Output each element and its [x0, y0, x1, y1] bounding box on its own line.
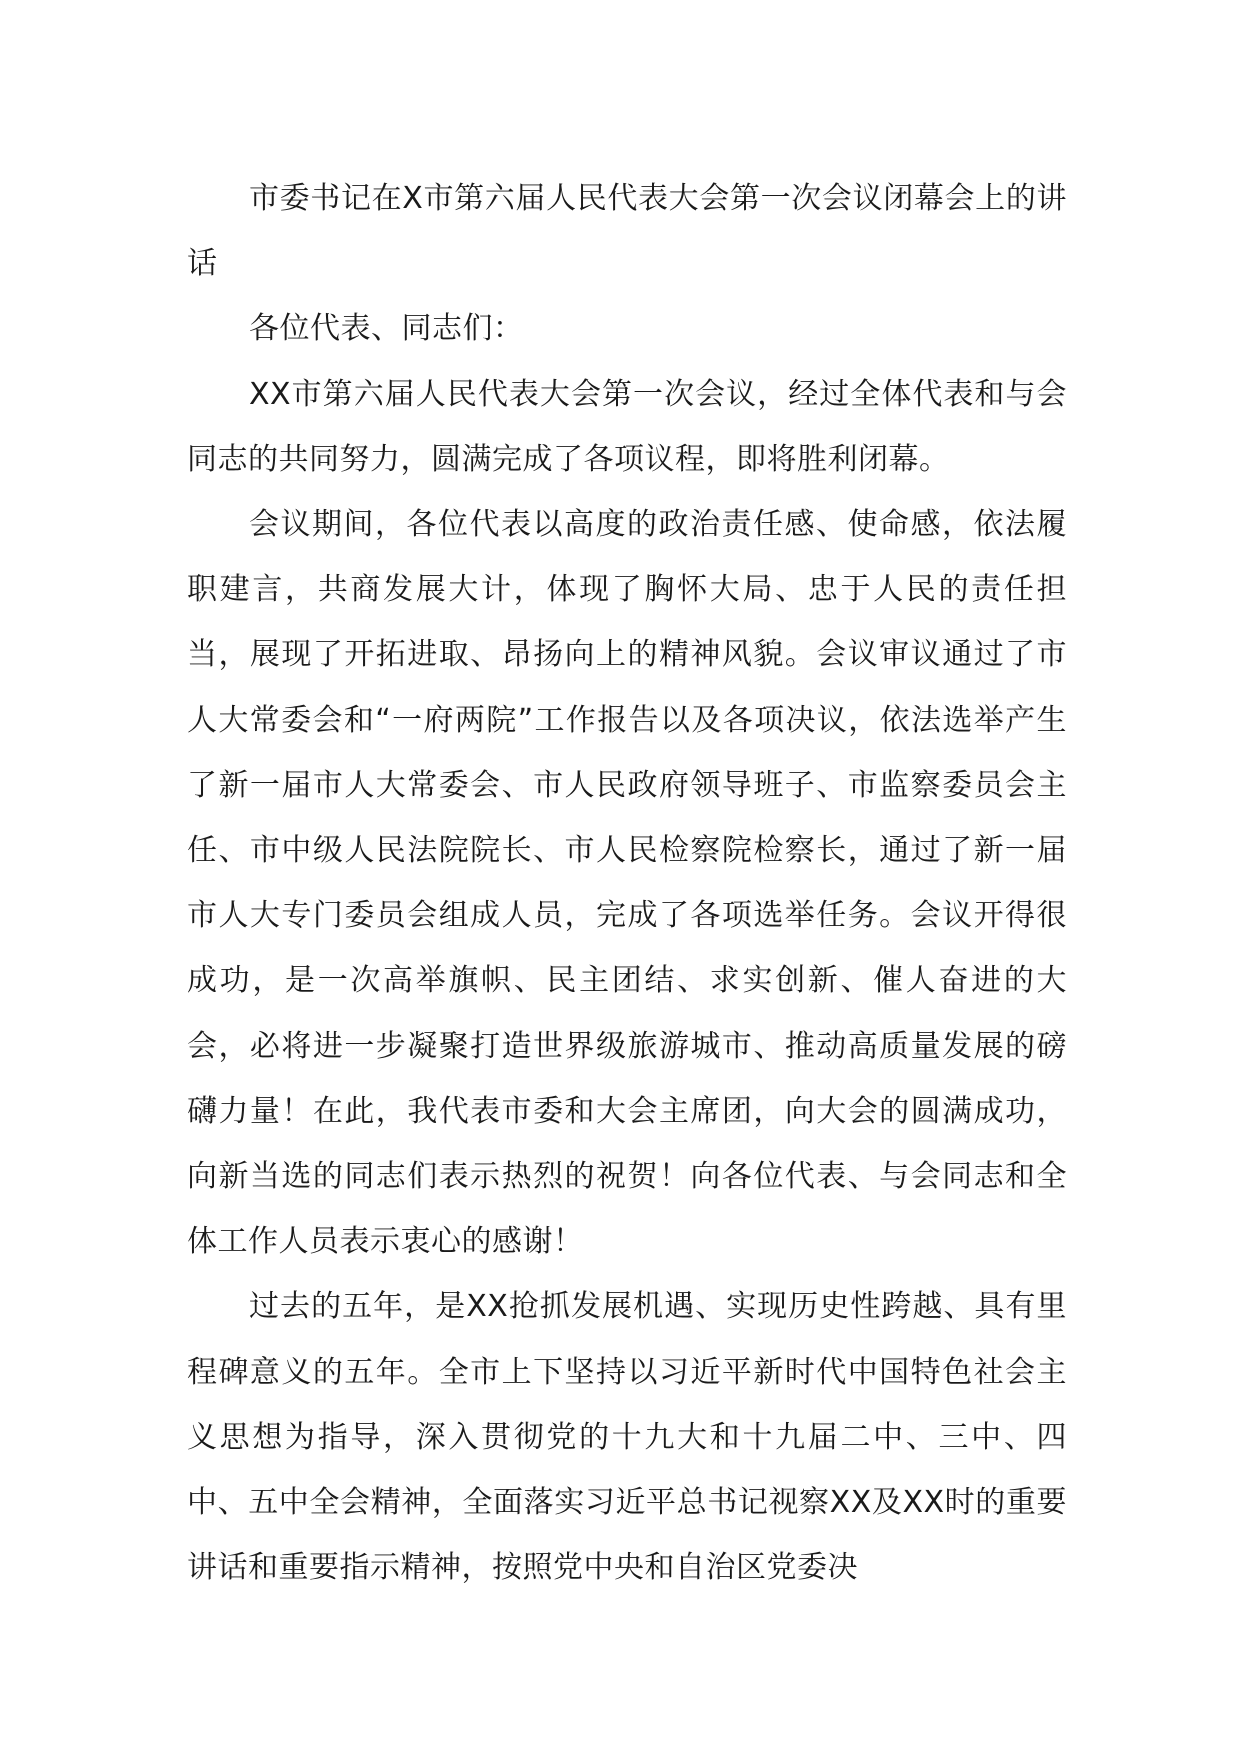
- body-paragraph: 过去的五年，是XX抢抓发展机遇、实现历史性跨越、具有里程碑意义的五年。全市上下坚持以习近平新时代中国特色社会主义思想为指导，深入贯彻党的十九大和十九届二中、三中、四中、五中全会精神，全面落实习近平总书记视察XX及XX时的重要讲话和重要指示精神，按照党中央和自治区党委决: [187, 1289, 1067, 1586]
- speech-title: 市委书记在X市第六届人民代表大会第一次会议闭幕会上的讲话: [187, 181, 1067, 282]
- body-paragraph: 会议期间，各位代表以高度的政治责任感、使命感，依法履职建言，共商发展大计，体现了胸怀大局、忠于人民的责任担当，展现了开拓进取、昂扬向上的精神风貌。会议审议通过了市人大常委会和“一府两院”工作报告以及各项决议，依法选举产生了新一届市人大常委会、市人民政府领导班子、市监察委员会主任、市中级人民法院院长、市人民检察院检察长，通过了新一届市人大专门委员会组成人员，完成了各项选举任务。会议开得很成功，是一次高举旗帜、民主团结、求实创新、催人奋进的大会，必将进一步凝聚打造世界级旅游城市、推动高质量发展的磅礴力量！在此，我代表市委和大会主席团，向大会的圆满成功，向新当选的同志们表示热烈的祝贺！向各位代表、与会同志和全体工作人员表示衷心的感谢！: [187, 507, 1067, 1260]
- salutation: 各位代表、同志们：: [249, 311, 524, 347]
- body-paragraph: XX市第六届人民代表大会第一次会议，经过全体代表和与会同志的共同努力，圆满完成了各项议程，即将胜利闭幕。: [187, 376, 1067, 477]
- document-body: [187, 166, 1067, 1600]
